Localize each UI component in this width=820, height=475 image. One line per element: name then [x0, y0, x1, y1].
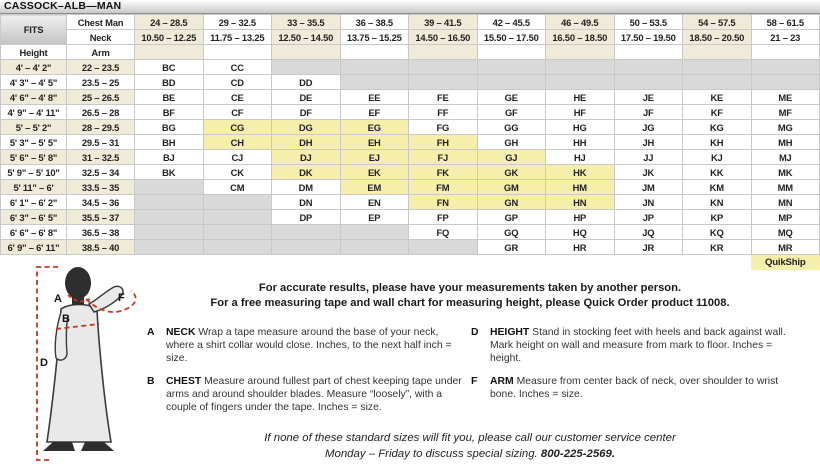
- size-code-cell: CF: [203, 105, 272, 120]
- unavailable-size-cell: [409, 60, 478, 75]
- measurement-definition-f: [471, 376, 801, 402]
- unavailable-size-cell: [203, 195, 272, 210]
- size-row: [1, 195, 820, 210]
- special-sizing-note: [130, 431, 810, 462]
- height-range-cell: 6' 3" – 6' 5": [1, 210, 67, 225]
- height-range-cell: 4' 3" – 4' 5": [1, 75, 67, 90]
- definition-letter: D: [471, 327, 479, 338]
- empty-header-cell: [272, 45, 341, 60]
- size-code-cell: DJ: [272, 150, 341, 165]
- notes-line-1: For accurate results, please have your measurements taken by another person.: [258, 282, 682, 294]
- arm-range-cell: 36.5 – 38: [67, 225, 135, 240]
- size-code-cell: CC: [203, 60, 272, 75]
- figure-label-a: A: [54, 293, 62, 305]
- size-code-cell: BK: [135, 165, 204, 180]
- size-code-cell: FP: [409, 210, 478, 225]
- unavailable-size-cell: [614, 75, 683, 90]
- size-code-cell: BJ: [135, 150, 204, 165]
- height-range-cell: 4' 6" – 4' 8": [1, 90, 67, 105]
- size-code-cell: MG: [751, 120, 820, 135]
- size-code-cell: MH: [751, 135, 820, 150]
- unavailable-size-cell: [135, 195, 204, 210]
- size-code-cell: CJ: [203, 150, 272, 165]
- arm-range-cell: 28 – 29.5: [67, 120, 135, 135]
- neck-range-header: 16.50 – 18.50: [546, 30, 615, 45]
- definitions-column-right: [471, 327, 801, 413]
- unavailable-size-cell: [135, 240, 204, 255]
- size-code-cell: MP: [751, 210, 820, 225]
- size-code-cell: GF: [477, 105, 546, 120]
- definitions-column-left: [147, 327, 465, 426]
- size-row: [1, 150, 820, 165]
- arm-range-cell: 25 – 26.5: [67, 90, 135, 105]
- size-code-cell: BG: [135, 120, 204, 135]
- height-range-cell: 4' – 4' 2": [1, 60, 67, 75]
- size-code-cell: GM: [477, 180, 546, 195]
- definition-text: CHEST Measure around fullest part of chest keeping tape under arms and around shoulder blades. Measure “loosely”, with a couple of fingers under the tape. Inches = size.: [166, 376, 462, 413]
- page-title: CASSOCK–ALB—MAN: [0, 0, 820, 14]
- size-code-cell: FF: [409, 105, 478, 120]
- chest-range-header: 24 – 28.5: [135, 15, 204, 30]
- size-code-cell: FG: [409, 120, 478, 135]
- size-code-cell: FM: [409, 180, 478, 195]
- height-range-cell: 6' 1" – 6' 2": [1, 195, 67, 210]
- size-code-cell: KQ: [683, 225, 752, 240]
- unavailable-size-cell: [272, 60, 341, 75]
- unavailable-size-cell: [751, 60, 820, 75]
- size-code-cell: GK: [477, 165, 546, 180]
- size-code-cell: JR: [614, 240, 683, 255]
- size-code-cell: CD: [203, 75, 272, 90]
- size-code-cell: MF: [751, 105, 820, 120]
- size-code-cell: DP: [272, 210, 341, 225]
- arm-range-cell: 26.5 – 28: [67, 105, 135, 120]
- chest-range-header: 29 – 32.5: [203, 15, 272, 30]
- phone-number: 800-225-2569.: [540, 447, 615, 460]
- neck-range-header: 11.75 – 13.25: [203, 30, 272, 45]
- height-range-cell: 6' 6" – 6' 8": [1, 225, 67, 240]
- size-code-cell: GQ: [477, 225, 546, 240]
- notes-line-2: For a free measuring tape and wall chart for measuring height, please Quick Order product 11008.: [210, 296, 730, 309]
- neck-range-header: 15.50 – 17.50: [477, 30, 546, 45]
- size-code-cell: JJ: [614, 150, 683, 165]
- unavailable-size-cell: [477, 60, 546, 75]
- size-code-cell: JQ: [614, 225, 683, 240]
- arm-column-header: Arm: [67, 45, 135, 60]
- size-code-cell: HE: [546, 90, 615, 105]
- height-range-cell: 6' 9" – 6' 11": [1, 240, 67, 255]
- unavailable-size-cell: [272, 225, 341, 240]
- size-code-cell: EP: [340, 210, 409, 225]
- definition-letter: B: [147, 376, 155, 388]
- size-code-cell: BD: [135, 75, 204, 90]
- arm-range-cell: 34.5 – 36: [67, 195, 135, 210]
- size-code-cell: JN: [614, 195, 683, 210]
- unavailable-size-cell: [683, 75, 752, 90]
- fits-cell: FITS: [1, 15, 67, 45]
- size-code-cell: CG: [203, 120, 272, 135]
- size-code-cell: KG: [683, 120, 752, 135]
- size-code-cell: HN: [546, 195, 615, 210]
- size-code-cell: FN: [409, 195, 478, 210]
- size-code-cell: CE: [203, 90, 272, 105]
- arm-range-cell: 29.5 – 31: [67, 135, 135, 150]
- size-code-cell: MN: [751, 195, 820, 210]
- size-code-cell: BF: [135, 105, 204, 120]
- height-range-cell: 5' 3" – 5' 5": [1, 135, 67, 150]
- measurement-definition-d: [471, 327, 801, 365]
- size-code-cell: GN: [477, 195, 546, 210]
- size-code-cell: GG: [477, 120, 546, 135]
- definition-term: NECK: [166, 327, 199, 338]
- arm-range-cell: 22 – 23.5: [67, 60, 135, 75]
- arm-range-cell: 23.5 – 25: [67, 75, 135, 90]
- neck-range-header: 18.50 – 20.50: [683, 30, 752, 45]
- measurement-notes: [130, 281, 810, 310]
- size-row: [1, 165, 820, 180]
- size-code-cell: HP: [546, 210, 615, 225]
- size-code-cell: KH: [683, 135, 752, 150]
- size-code-cell: KM: [683, 180, 752, 195]
- unavailable-size-cell: [546, 60, 615, 75]
- cassock-figure-svg: [0, 262, 150, 474]
- unavailable-size-cell: [203, 210, 272, 225]
- size-code-cell: DD: [272, 75, 341, 90]
- size-code-cell: GH: [477, 135, 546, 150]
- size-code-cell: JM: [614, 180, 683, 195]
- definition-text: ARM Measure from center back of neck, over shoulder to wrist bone. Inches = size.: [490, 376, 779, 401]
- height-range-cell: 5' 11" – 6': [1, 180, 67, 195]
- size-code-cell: CH: [203, 135, 272, 150]
- chest-range-header: 50 – 53.5: [614, 15, 683, 30]
- chest-range-header: 42 – 45.5: [477, 15, 546, 30]
- size-code-cell: BE: [135, 90, 204, 105]
- size-code-cell: DG: [272, 120, 341, 135]
- size-code-cell: EE: [340, 90, 409, 105]
- unavailable-size-cell: [135, 210, 204, 225]
- definition-term: ARM: [490, 376, 517, 388]
- size-code-cell: DF: [272, 105, 341, 120]
- size-code-cell: EN: [340, 195, 409, 210]
- size-code-cell: GJ: [477, 150, 546, 165]
- right-foot: [81, 442, 114, 451]
- unavailable-size-cell: [340, 225, 409, 240]
- height-column-header: Height: [1, 45, 67, 60]
- size-row: [1, 135, 820, 150]
- size-chart-body: [1, 15, 820, 270]
- size-chart-table: [0, 14, 820, 270]
- size-code-cell: CM: [203, 180, 272, 195]
- size-code-cell: FE: [409, 90, 478, 105]
- size-code-cell: KP: [683, 210, 752, 225]
- size-code-cell: MM: [751, 180, 820, 195]
- size-code-cell: DK: [272, 165, 341, 180]
- size-code-cell: JE: [614, 90, 683, 105]
- cassock-figure-illustration: [0, 262, 150, 474]
- size-row: [1, 90, 820, 105]
- neck-range-header: 10.50 – 12.25: [135, 30, 204, 45]
- size-code-cell: JF: [614, 105, 683, 120]
- size-code-cell: EM: [340, 180, 409, 195]
- size-code-cell: EF: [340, 105, 409, 120]
- chest-range-header: 33 – 35.5: [272, 15, 341, 30]
- size-code-cell: HM: [546, 180, 615, 195]
- size-code-cell: EG: [340, 120, 409, 135]
- size-code-cell: EH: [340, 135, 409, 150]
- size-code-cell: GE: [477, 90, 546, 105]
- empty-header-cell: [340, 45, 409, 60]
- size-code-cell: HJ: [546, 150, 615, 165]
- size-code-cell: BC: [135, 60, 204, 75]
- size-row: [1, 60, 820, 75]
- size-code-cell: FJ: [409, 150, 478, 165]
- size-code-cell: HF: [546, 105, 615, 120]
- unavailable-size-cell: [409, 75, 478, 90]
- unavailable-size-cell: [477, 75, 546, 90]
- neck-range-header: 13.75 – 15.25: [340, 30, 409, 45]
- size-code-cell: DH: [272, 135, 341, 150]
- height-range-cell: 5' 6" – 5' 8": [1, 150, 67, 165]
- unavailable-size-cell: [340, 60, 409, 75]
- size-code-cell: DM: [272, 180, 341, 195]
- unavailable-size-cell: [751, 75, 820, 90]
- unavailable-size-cell: [614, 60, 683, 75]
- figure-label-d: D: [40, 357, 48, 369]
- size-code-cell: GR: [477, 240, 546, 255]
- size-row: [1, 225, 820, 240]
- definition-text: HEIGHT Stand in stocking feet with heels and back against wall. Mark height on wall and measure from mark to floor. Inches = height.: [490, 327, 786, 364]
- arm-range-cell: 38.5 – 40: [67, 240, 135, 255]
- size-code-cell: JG: [614, 120, 683, 135]
- size-code-cell: FQ: [409, 225, 478, 240]
- size-code-cell: FK: [409, 165, 478, 180]
- size-code-cell: HH: [546, 135, 615, 150]
- definition-text: NECK Wrap a tape measure around the base of your neck, where a shirt collar would close. Inches, to the next half inch = size.: [166, 327, 452, 364]
- size-code-cell: HQ: [546, 225, 615, 240]
- size-code-cell: KE: [683, 90, 752, 105]
- size-code-cell: DE: [272, 90, 341, 105]
- size-code-cell: KN: [683, 195, 752, 210]
- definition-letter: A: [147, 327, 155, 338]
- unavailable-size-cell: [135, 225, 204, 240]
- empty-header-cell: [135, 45, 204, 60]
- neck-range-header: 17.50 – 19.50: [614, 30, 683, 45]
- size-row: [1, 120, 820, 135]
- size-code-cell: EJ: [340, 150, 409, 165]
- arm-range-cell: 35.5 – 37: [67, 210, 135, 225]
- robe: [47, 305, 111, 443]
- definition-letter: F: [471, 376, 478, 388]
- size-code-cell: JK: [614, 165, 683, 180]
- chest-range-header: 54 – 57.5: [683, 15, 752, 30]
- measurement-definition-a: [147, 327, 465, 365]
- size-row: [1, 240, 820, 255]
- size-code-cell: KK: [683, 165, 752, 180]
- arm-range-cell: 31 – 32.5: [67, 150, 135, 165]
- empty-header-cell: [546, 45, 615, 60]
- footer-line-1: If none of these standard sizes will fit you, please call our customer service center: [264, 432, 676, 444]
- unavailable-size-cell: [272, 240, 341, 255]
- unavailable-size-cell: [340, 75, 409, 90]
- size-code-cell: MJ: [751, 150, 820, 165]
- empty-header-cell: [477, 45, 546, 60]
- size-code-cell: KF: [683, 105, 752, 120]
- height-range-cell: 5' 9" – 5' 10": [1, 165, 67, 180]
- size-code-cell: GP: [477, 210, 546, 225]
- empty-header-cell: [614, 45, 683, 60]
- definition-term: CHEST: [166, 376, 205, 388]
- empty-header-cell: [409, 45, 478, 60]
- empty-header-cell: [203, 45, 272, 60]
- unavailable-size-cell: [340, 240, 409, 255]
- chest-range-header: 58 – 61.5: [751, 15, 820, 30]
- size-row: [1, 180, 820, 195]
- empty-header-cell: [683, 45, 752, 60]
- measurement-definition-b: [147, 376, 465, 414]
- quikship-legend: QuikShip: [751, 255, 820, 270]
- neck-range-header: 14.50 – 16.50: [409, 30, 478, 45]
- neck-range-header: 21 – 23: [751, 30, 820, 45]
- unavailable-size-cell: [203, 240, 272, 255]
- size-code-cell: KJ: [683, 150, 752, 165]
- size-code-cell: MR: [751, 240, 820, 255]
- neck-range-header: 12.50 – 14.50: [272, 30, 341, 45]
- size-code-cell: JH: [614, 135, 683, 150]
- height-range-cell: 4' 9" – 4' 11": [1, 105, 67, 120]
- unavailable-size-cell: [203, 225, 272, 240]
- size-code-cell: FH: [409, 135, 478, 150]
- height-range-cell: 5' – 5' 2": [1, 120, 67, 135]
- size-code-cell: EK: [340, 165, 409, 180]
- size-code-cell: BH: [135, 135, 204, 150]
- size-code-cell: DN: [272, 195, 341, 210]
- footer-line-2: Monday – Friday to discuss special sizing. 800-225-2569.: [325, 447, 615, 460]
- size-code-cell: MK: [751, 165, 820, 180]
- size-code-cell: MQ: [751, 225, 820, 240]
- definition-term: HEIGHT: [490, 327, 533, 338]
- chest-row-label: Chest Man: [67, 15, 135, 30]
- size-code-cell: KR: [683, 240, 752, 255]
- size-code-cell: HR: [546, 240, 615, 255]
- left-foot: [43, 442, 75, 451]
- size-row: [1, 210, 820, 225]
- unavailable-size-cell: [546, 75, 615, 90]
- unavailable-size-cell: [683, 60, 752, 75]
- size-code-cell: JP: [614, 210, 683, 225]
- unavailable-size-cell: [135, 180, 204, 195]
- size-code-cell: HG: [546, 120, 615, 135]
- chest-range-header: 46 – 49.5: [546, 15, 615, 30]
- chest-range-header: 36 – 38.5: [340, 15, 409, 30]
- figure-label-b: B: [62, 313, 70, 325]
- arm-range-cell: 32.5 – 34: [67, 165, 135, 180]
- neck-row-label: Neck: [67, 30, 135, 45]
- size-row: [1, 75, 820, 90]
- size-code-cell: HK: [546, 165, 615, 180]
- unavailable-size-cell: [409, 240, 478, 255]
- size-code-cell: ME: [751, 90, 820, 105]
- arm-range-cell: 33.5 – 35: [67, 180, 135, 195]
- size-code-cell: CK: [203, 165, 272, 180]
- chest-range-header: 39 – 41.5: [409, 15, 478, 30]
- empty-header-cell: [751, 45, 820, 60]
- figure-label-f: F: [118, 292, 125, 304]
- size-row: [1, 105, 820, 120]
